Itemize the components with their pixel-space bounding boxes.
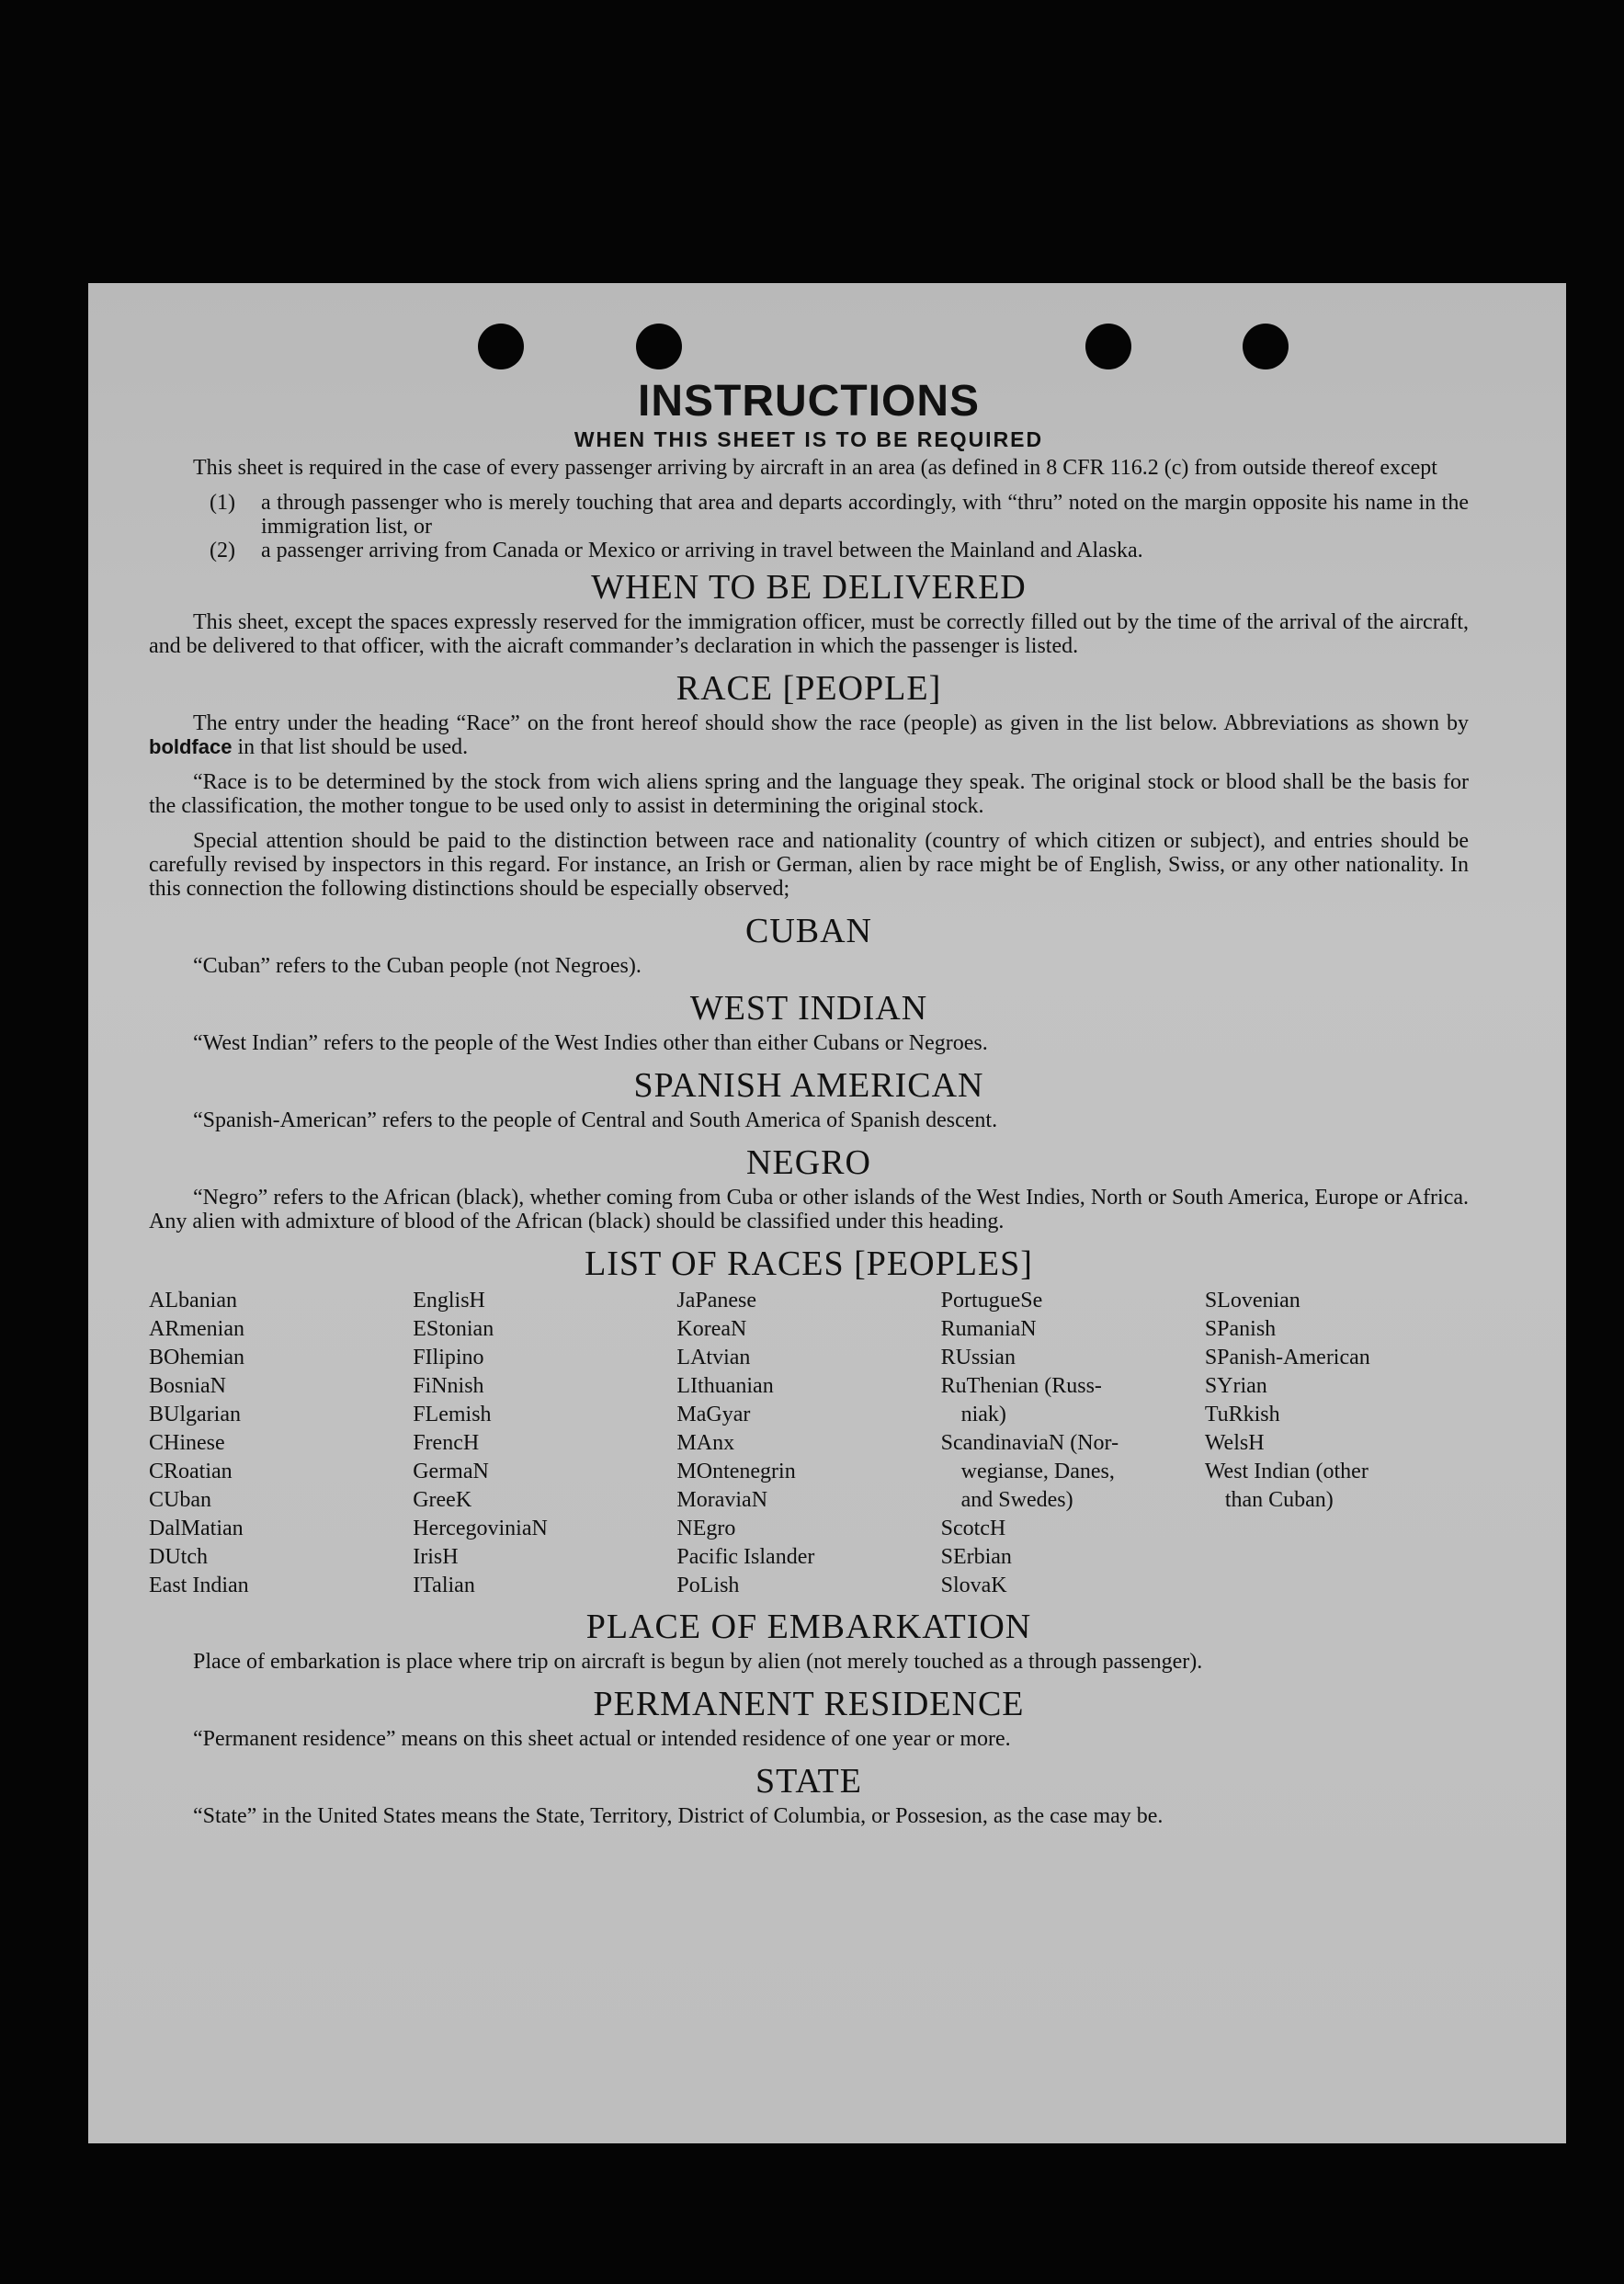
race-p1-end: in that list should be used.: [237, 735, 469, 759]
race-list: [149, 1287, 1469, 1600]
race-item: wegianse, Danes,: [960, 1460, 1115, 1483]
race-item: GreeK: [413, 1488, 472, 1512]
race-item: CRoatian: [149, 1460, 233, 1483]
section-heading-race: RACE [PEOPLE]: [676, 669, 942, 708]
exception-text: a passenger arriving from Canada or Mexico or arriving in travel between the Mainland and Alaska.: [261, 539, 1143, 562]
exceptions-list: [149, 491, 1469, 562]
race-item: SPanish-American: [1204, 1346, 1370, 1369]
race-item: MAnx: [676, 1431, 735, 1455]
race-item: NEgro: [676, 1517, 736, 1540]
race-item: GermaN: [413, 1460, 489, 1483]
exception-text: a through passenger who is merely touching that area and departs accordingly, with “thru” noted on the margin opposite his name in the immigration list, or: [261, 491, 1469, 539]
race-column: [941, 1287, 1205, 1600]
state-text: “State” in the United States means the State, Territory, District of Columbia, or Possesion, as the case may be.: [193, 1804, 1164, 1828]
race-item: PoLish: [676, 1574, 740, 1597]
race-item: BosniaN: [149, 1374, 226, 1398]
race-item: CHinese: [149, 1431, 225, 1455]
race-column: [676, 1287, 940, 1600]
section-heading-negro: NEGRO: [746, 1143, 871, 1182]
cuban-text: “Cuban” refers to the Cuban people (not Negroes).: [193, 954, 642, 978]
race-item: SYrian: [1204, 1374, 1267, 1398]
race-paragraph-1: [149, 711, 1469, 759]
race-item: ITalian: [413, 1574, 475, 1597]
section-heading-west-indian: WEST INDIAN: [689, 989, 928, 1028]
race-item: LIthuanian: [676, 1374, 774, 1398]
race-item: ARmenian: [149, 1317, 244, 1341]
section-heading-cuban: CUBAN: [744, 912, 873, 950]
race-item: FLemish: [413, 1403, 492, 1426]
boldface-term: boldface: [149, 735, 233, 758]
exception-number: (2): [210, 539, 235, 562]
race-item: WelsH: [1204, 1431, 1265, 1455]
race-item: CUban: [149, 1488, 211, 1512]
negro-text: “Negro” refers to the African (black), whether coming from Cuba or other islands of the West Indies, North or South America, Europe or Africa. Any alien with admixture of blood of the African (black) should be classified under this heading.: [149, 1186, 1469, 1233]
race-item: JaPanese: [676, 1289, 757, 1312]
page-subtitle: WHEN THIS SHEET IS TO BE REQUIRED: [574, 427, 1044, 451]
race-item: SPanish: [1204, 1317, 1277, 1341]
exception-item: [149, 491, 1469, 539]
race-item: BUlgarian: [149, 1403, 241, 1426]
race-item: LAtvian: [676, 1346, 751, 1369]
section-heading-list-of-races: LIST OF RACES [PEOPLES]: [585, 1244, 1033, 1283]
race-item: DUtch: [149, 1545, 208, 1569]
race-paragraph-3: Special attention should be paid to the distinction between race and nationality (country of which citizen or subject), and entries should be carefully revised by inspectors in this regard. For instance, an Irish or German, alien by race might be of English, Swiss, or any other nationality. In this connection the following distinctions should be especially observed;: [149, 829, 1469, 901]
race-item: PortugueSe: [940, 1289, 1043, 1312]
race-item: than Cuban): [1224, 1488, 1334, 1512]
race-item: FrencH: [413, 1431, 480, 1455]
race-column: [413, 1287, 676, 1600]
race-column: [149, 1287, 413, 1600]
race-item: MaGyar: [676, 1403, 751, 1426]
race-item: BOhemian: [149, 1346, 244, 1369]
race-item: DalMatian: [149, 1517, 244, 1540]
race-item: MoraviaN: [676, 1488, 768, 1512]
race-item: IrisH: [413, 1545, 459, 1569]
section-heading-state: STATE: [755, 1762, 862, 1801]
section-heading-spanish-american: SPANISH AMERICAN: [633, 1066, 984, 1105]
race-item: HercegoviniaN: [413, 1517, 548, 1540]
west-indian-text: “West Indian” refers to the people of the West Indies other than either Cubans or Negroes.: [193, 1031, 988, 1055]
race-item: EStonian: [413, 1317, 494, 1341]
race-column: [1205, 1287, 1469, 1600]
punch-hole: [1085, 324, 1131, 369]
race-item: RuThenian (Russ-: [940, 1374, 1102, 1398]
when-delivered-text: This sheet, except the spaces expressly reserved for the immigration officer, must be correctly filled out by the time of the arrival of the aircraft, and be delivered to that officer, with the aicraft commander’s declaration in which the passenger is listed.: [149, 610, 1469, 658]
race-item: and Swedes): [960, 1488, 1073, 1512]
punch-hole: [1243, 324, 1289, 369]
punch-hole: [636, 324, 682, 369]
race-item: ScotcH: [940, 1517, 1006, 1540]
race-item: ALbanian: [149, 1289, 237, 1312]
race-item: FiNnish: [413, 1374, 484, 1398]
spanish-american-text: “Spanish-American” refers to the people of Central and South America of Spanish descent.: [193, 1108, 998, 1132]
race-paragraph-2: “Race is to be determined by the stock from wich aliens spring and the language they speak. The original stock or blood shall be the basis for the classification, the mother tongue to be used only to assist in determining the original stock.: [149, 770, 1469, 818]
race-item: SLovenian: [1204, 1289, 1300, 1312]
instructions-content: [149, 379, 1469, 1839]
race-item: East Indian: [149, 1574, 249, 1597]
exception-item: [149, 539, 1469, 562]
race-item: West Indian (other: [1204, 1460, 1368, 1483]
embarkation-text: Place of embarkation is place where trip on aircraft is begun by alien (not merely touched as a through passenger).: [193, 1650, 1203, 1674]
race-item: MOntenegrin: [676, 1460, 796, 1483]
race-item: KoreaN: [676, 1317, 747, 1341]
race-item: EnglisH: [413, 1289, 485, 1312]
page-title: INSTRUCTIONS: [638, 377, 980, 426]
document-sheet: [88, 283, 1566, 2143]
race-item: TuRkish: [1204, 1403, 1280, 1426]
exception-number: (1): [210, 491, 235, 515]
race-item: FIlipino: [413, 1346, 484, 1369]
intro-paragraph: This sheet is required in the case of every passenger arriving by aircraft in an area (as defined in 8 CFR 116.2 (c) from outside thereof except: [193, 456, 1437, 480]
race-item: ScandinaviaN (Nor-: [940, 1431, 1119, 1455]
race-p1-start: The entry under the heading “Race” on the front hereof should show the race (people) as given in the list below. Abbreviations as shown by: [193, 711, 1469, 735]
section-heading-embarkation: PLACE OF EMBARKATION: [585, 1608, 1032, 1646]
race-item: niak): [960, 1403, 1006, 1426]
residence-text: “Permanent residence” means on this sheet actual or intended residence of one year or more.: [193, 1727, 1011, 1751]
race-item: SErbian: [940, 1545, 1012, 1569]
race-item: RUssian: [940, 1346, 1016, 1369]
race-item: RumaniaN: [940, 1317, 1037, 1341]
punch-hole: [478, 324, 524, 369]
section-heading-when-delivered: WHEN TO BE DELIVERED: [591, 568, 1027, 607]
race-item: Pacific Islander: [676, 1545, 815, 1569]
race-item: SlovaK: [940, 1574, 1007, 1597]
section-heading-residence: PERMANENT RESIDENCE: [593, 1685, 1025, 1723]
